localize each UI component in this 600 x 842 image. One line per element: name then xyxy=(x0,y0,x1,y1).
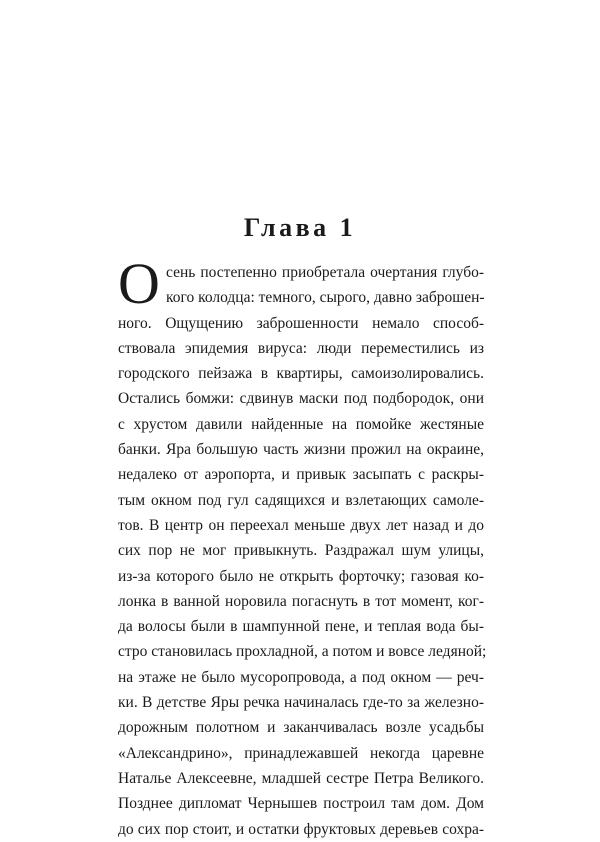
text-line: до сих пор стоит, и остатки фруктовых деревьев сохра- xyxy=(118,820,484,838)
text-line: ки. В детстве Яры речка начиналась где-то за железно- xyxy=(118,694,484,712)
text-line: ствовала эпидемия вируса: люди переместились из xyxy=(118,339,484,357)
text-line: тов. В центр он переехал меньше двух лет назад и до xyxy=(118,516,484,534)
text-line: Наталье Алексеевне, младшей сестре Петра Великого. xyxy=(118,769,484,787)
chapter-title: Глава 1 xyxy=(243,213,357,242)
drop-cap-letter: О xyxy=(118,251,160,316)
text-line: стро становилась прохладной, а потом и вовсе ледяной; xyxy=(118,643,487,661)
text-line: Остались бомжи: сдвинув маски под подбородок, они xyxy=(118,390,484,408)
text-line: «Александрино», принадлежавшей некогда царевне xyxy=(118,744,484,762)
text-line: кого колодца: темного, сырого, давно заброшен- xyxy=(166,289,485,307)
text-line: с хрустом давили найденные на помойке жестяные xyxy=(118,415,484,433)
text-line: лонка в ванной норовила погаснуть в тот момент, ког- xyxy=(118,592,484,610)
text-line: сень постепенно приобретала очертания глубо- xyxy=(166,264,484,281)
text-line: сих пор не мог привыкнуть. Раздражал шум улицы, xyxy=(118,542,484,560)
text-line: на этаже не было мусоропровода, а под окном — реч- xyxy=(118,668,484,686)
text-line: банки. Яра большую часть жизни прожил на окраине, xyxy=(118,441,484,459)
text-line: да волосы были в шампунной пене, и теплая вода бы- xyxy=(118,618,484,636)
text-line: из-за которого было не открыть форточку; газовая ко- xyxy=(118,567,484,585)
text-line: городского пейзажа в квартиры, самоизолировались. xyxy=(118,365,484,383)
text-line: дорожным полотном и заканчивалась возле усадьбы xyxy=(118,719,484,737)
text-line: Позднее дипломат Чернышев построил там дом. Дом xyxy=(118,795,484,813)
text-line: недалеко от аэропорта, и привык засыпать с раскры- xyxy=(118,466,484,484)
text-line: тым окном под гул садящихся и взлетающих самоле- xyxy=(118,491,484,509)
text-line: ного. Ощущению заброшенности немало способ- xyxy=(118,314,484,332)
body-text xyxy=(118,260,487,842)
